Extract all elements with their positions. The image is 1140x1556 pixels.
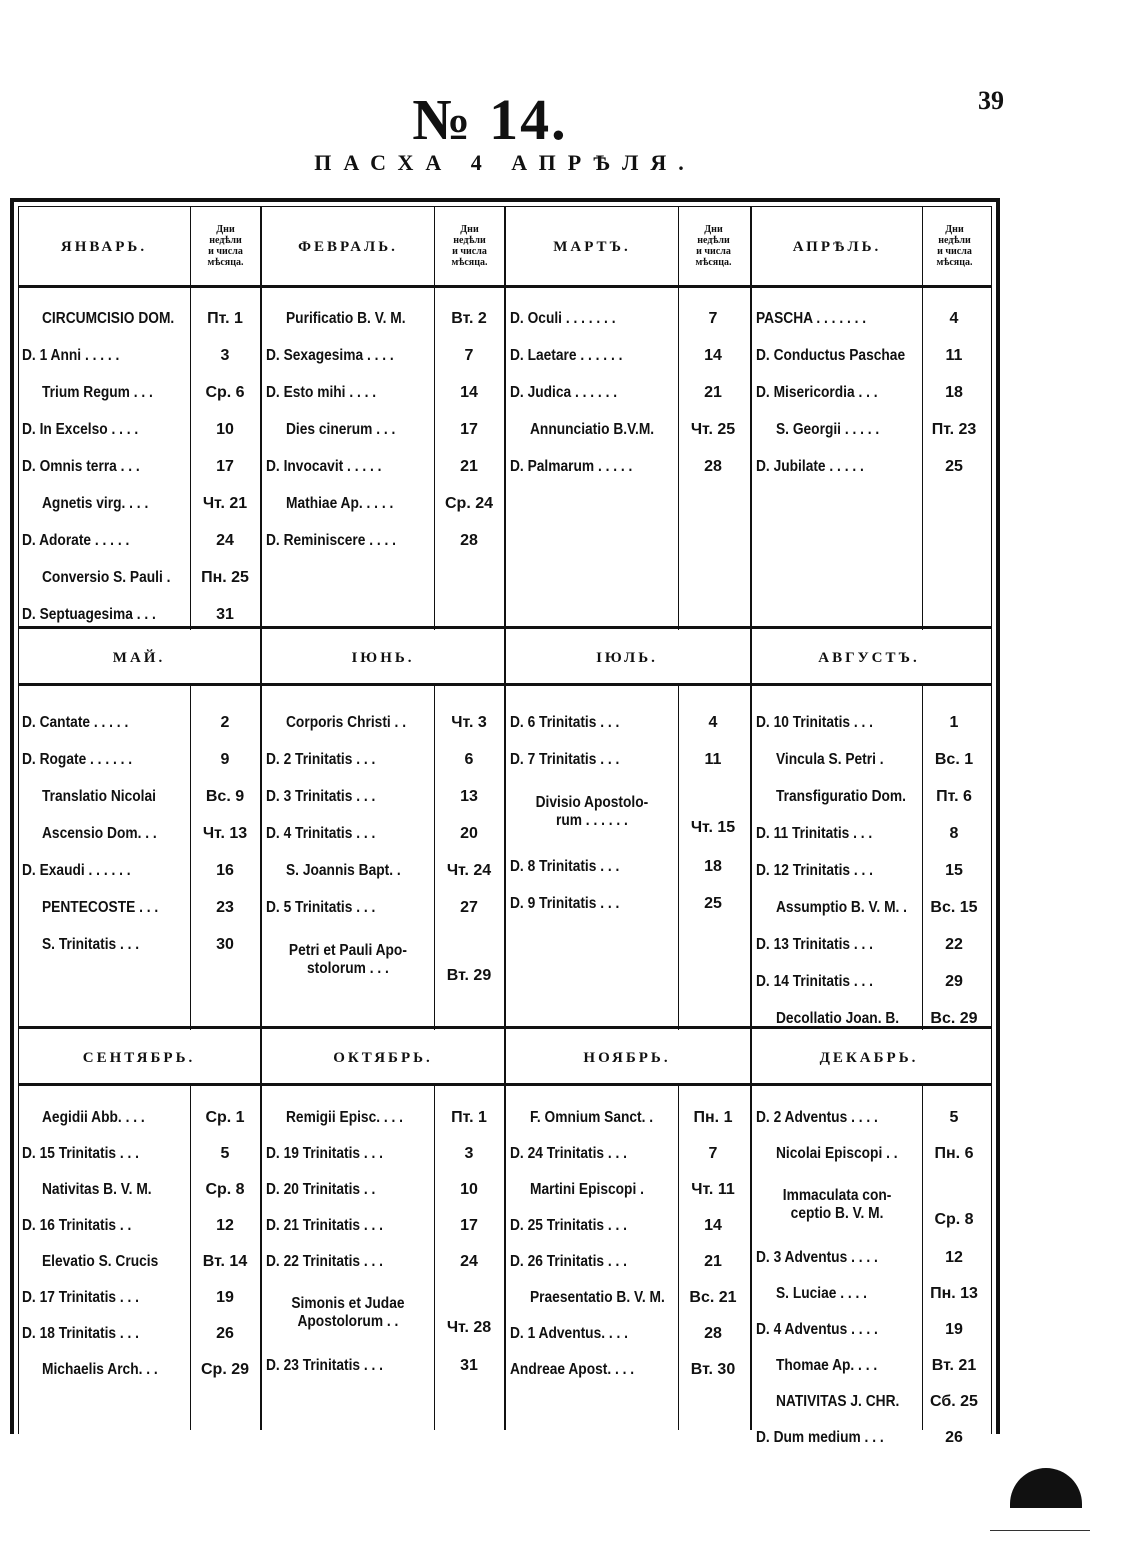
feast-name: Nativitas B. V. M. — [42, 1181, 152, 1198]
calendar-entry — [266, 448, 430, 485]
day-value: Чт. 3 — [451, 713, 487, 731]
day-value: Вс. 15 — [930, 898, 978, 916]
feast-name: Trium Regum . . . — [42, 383, 153, 401]
month-name: ДЕКАБРЬ. — [819, 1049, 919, 1066]
day-value: Вт. 2 — [451, 309, 487, 327]
day-value: 25 — [704, 894, 722, 912]
day-value: 21 — [460, 457, 478, 475]
feast-name: D. 1 Adventus. . . . — [510, 1325, 629, 1342]
day-value: 25 — [945, 457, 963, 475]
month-divider — [260, 206, 262, 630]
day-value: 13 — [460, 787, 478, 805]
calendar-entry — [510, 1280, 674, 1316]
calendar-entry — [22, 778, 186, 815]
day-value: Чт. 21 — [202, 494, 248, 512]
calendar-entry — [22, 300, 186, 337]
feast-name: PASCHA . . . . . . . — [756, 309, 867, 327]
feast-name: D. Judica . . . . . . — [510, 383, 618, 401]
calendar-entry — [22, 741, 186, 778]
feast-name: D. 22 Trinitatis . . . — [266, 1253, 384, 1270]
feast-name: D. Adorate . . . . . — [22, 531, 130, 549]
day-value: Вт. 14 — [202, 1253, 248, 1270]
feast-name: D. Conductus Paschae — [756, 346, 906, 364]
day-value: Пн. 1 — [693, 1109, 733, 1126]
feast-name: D. 11 Trinitatis . . . — [756, 824, 873, 842]
calendar-entry — [22, 815, 186, 852]
day-value: 31 — [460, 1357, 478, 1374]
day-column-header: Дни недѣли и числа мѣсяца. — [678, 206, 748, 285]
page-number: 39 — [978, 86, 1004, 115]
feast-name: Thomae Ap. . . . — [776, 1357, 878, 1374]
calendar-entry — [22, 374, 186, 411]
calendar-entry — [266, 815, 430, 852]
calendar-entry — [510, 778, 674, 846]
day-value: Вс. 1 — [934, 750, 974, 768]
month-name: МАЙ. — [112, 649, 166, 666]
day-value: 23 — [216, 898, 234, 916]
calendar-entry — [756, 1172, 918, 1238]
calendar-entry — [22, 926, 186, 963]
feast-name: Petri et Pauli Apo- stolorum . . . — [288, 942, 407, 977]
calendar-entry — [510, 374, 674, 411]
feast-name: Purificatio B. V. M. — [286, 309, 406, 327]
calendar-entry — [266, 852, 430, 889]
feast-name: Conversio S. Pauli . — [42, 568, 171, 586]
calendar-entry — [22, 889, 186, 926]
month-name: ЯНВАРЬ. — [60, 238, 148, 255]
day-value: Пт. 23 — [931, 420, 977, 438]
day-value: Ср. 29 — [200, 1361, 249, 1378]
calendar-entry — [266, 1244, 430, 1280]
day-value: 18 — [704, 857, 722, 875]
feast-name: D. Laetare . . . . . . — [510, 346, 623, 364]
feast-name: Aegidii Abb. . . . — [42, 1109, 145, 1126]
feast-name: D. Invocavit . . . . . — [266, 457, 382, 475]
calendar-entry — [756, 411, 918, 448]
feast-name: S. Trinitatis . . . — [42, 935, 140, 953]
calendar-entry — [266, 1280, 430, 1346]
bottom-rule — [990, 1530, 1090, 1531]
feast-name: D. Omnis terra . . . — [22, 457, 140, 475]
day-value: Пт. 1 — [207, 309, 243, 327]
calendar-entry — [756, 815, 918, 852]
calendar-entry — [510, 337, 674, 374]
day-value: Пн. 13 — [930, 1285, 978, 1302]
table-number: № 14. — [412, 87, 568, 152]
feast-name: F. Omnium Sanct. . — [530, 1109, 654, 1126]
feast-name: Dies cinerum . . . — [286, 420, 396, 438]
block-separator — [18, 1026, 992, 1029]
day-value: 28 — [704, 1325, 722, 1342]
day-value: 8 — [949, 824, 959, 842]
feast-name: D. 20 Trinitatis . . — [266, 1181, 376, 1198]
feast-name: Martini Episcopi . — [530, 1181, 644, 1198]
feast-name: Agnetis virg. . . . — [42, 494, 149, 512]
calendar-entry — [266, 1348, 430, 1384]
month-divider — [750, 630, 752, 1030]
day-value: 24 — [216, 531, 234, 549]
calendar-entry — [510, 1136, 674, 1172]
feast-name: NATIVITAS J. CHR. — [776, 1393, 900, 1410]
day-value: Сб. 25 — [930, 1393, 978, 1410]
calendar-entry — [266, 778, 430, 815]
calendar-entry — [22, 448, 186, 485]
calendar-entry — [266, 889, 430, 926]
feast-name: Transfiguratio Dom. — [776, 787, 906, 805]
day-value: 10 — [460, 1181, 478, 1198]
day-column-header: Дни недѣли и числа мѣсяца. — [922, 206, 986, 285]
month-name: АПРѢЛЬ. — [792, 238, 882, 255]
feast-name: Assumptio B. V. M. . — [776, 898, 908, 916]
day-value: Ср. 8 — [205, 1181, 245, 1198]
day-value: 26 — [216, 1325, 234, 1342]
month-name: СЕНТЯБРЬ. — [82, 1049, 196, 1066]
calendar-entry — [266, 926, 430, 994]
day-value: 12 — [216, 1217, 234, 1234]
day-value: 24 — [460, 1253, 478, 1270]
day-value: Ср. 24 — [444, 494, 493, 512]
calendar-entry — [510, 741, 674, 778]
feast-name: D. 25 Trinitatis . . . — [510, 1217, 628, 1234]
calendar-entry — [510, 1244, 674, 1280]
feast-name: D. Exaudi . . . . . . — [22, 861, 131, 879]
calendar-entry — [266, 522, 430, 559]
feast-name: D. 19 Trinitatis . . . — [266, 1145, 384, 1162]
feast-name: D. 18 Trinitatis . . . — [22, 1325, 140, 1342]
feast-name: Ascensio Dom. . . — [42, 824, 157, 842]
day-value: 9 — [220, 750, 230, 768]
feast-name: PENTECOSTE . . . — [42, 898, 159, 916]
month-name: IЮНЬ. — [351, 649, 415, 666]
calendar-entry — [756, 1276, 918, 1312]
calendar-entry — [22, 485, 186, 522]
feast-name: D. 16 Trinitatis . . — [22, 1217, 132, 1234]
day-value: 15 — [945, 861, 963, 879]
calendar-entry — [22, 704, 186, 741]
day-column-header: Дни недѣли и числа мѣсяца. — [190, 206, 260, 285]
calendar-entry — [22, 1136, 186, 1172]
month-name: ОКТЯБРЬ. — [333, 1049, 433, 1066]
day-value: Вт. 21 — [931, 1357, 977, 1374]
printer-mark-icon — [1010, 1468, 1082, 1508]
day-value: 21 — [704, 383, 722, 401]
day-value: Вс. 21 — [689, 1289, 737, 1306]
day-value: Чт. 13 — [202, 824, 248, 842]
feast-name: D. 10 Trinitatis . . . — [756, 713, 874, 731]
month-name: АВГУСТЪ. — [818, 649, 920, 666]
day-value: Пт. 6 — [936, 787, 972, 805]
calendar-entry — [22, 1208, 186, 1244]
calendar-entry — [266, 337, 430, 374]
day-value: 28 — [704, 457, 722, 475]
day-value: 19 — [216, 1289, 234, 1306]
feast-name: Praesentatio B. V. M. — [530, 1289, 665, 1306]
calendar-entry — [266, 1136, 430, 1172]
feast-name: D. 15 Trinitatis . . . — [22, 1145, 140, 1162]
day-value: 19 — [945, 1321, 963, 1338]
feast-name: D. 12 Trinitatis . . . — [756, 861, 874, 879]
feast-name: D. 4 Adventus . . . . — [756, 1321, 878, 1338]
feast-name: Nicolai Episcopi . . — [776, 1145, 898, 1162]
calendar-entry — [756, 778, 918, 815]
calendar-entry — [510, 300, 674, 337]
calendar-entry — [510, 1172, 674, 1208]
month-block-3 — [18, 1030, 992, 1446]
day-value: 7 — [464, 346, 474, 364]
day-value: Ср. 1 — [205, 1109, 245, 1126]
calendar-entry — [510, 1352, 674, 1388]
day-value: Вс. 9 — [205, 787, 245, 805]
day-value: 22 — [945, 935, 963, 953]
calendar-entry — [266, 741, 430, 778]
calendar-entry — [756, 741, 918, 778]
feast-name: D. Reminiscere . . . . — [266, 531, 397, 549]
feast-name: D. Rogate . . . . . . — [22, 750, 133, 768]
month-divider — [750, 206, 752, 630]
day-value: 21 — [704, 1253, 722, 1270]
day-value: 18 — [945, 383, 963, 401]
day-value: 11 — [945, 346, 963, 364]
feast-name: Vincula S. Petri . — [776, 750, 884, 768]
calendar-entry — [756, 337, 918, 374]
calendar-entry — [22, 852, 186, 889]
day-value: Чт. 28 — [446, 1319, 492, 1336]
day-value: Чт. 24 — [446, 861, 492, 879]
day-value: 2 — [220, 713, 230, 731]
calendar-entry — [756, 1240, 918, 1276]
feast-name: D. Cantate . . . . . — [22, 713, 129, 731]
day-value: 7 — [708, 309, 718, 327]
day-value: 31 — [216, 605, 234, 623]
day-value: 12 — [945, 1249, 963, 1266]
feast-name: Annunciatio B.V.M. — [530, 420, 655, 438]
day-value: 17 — [460, 1217, 478, 1234]
calendar-entry — [756, 448, 918, 485]
day-value: 4 — [949, 309, 959, 327]
month-divider — [504, 1030, 506, 1430]
feast-name: D. 6 Trinitatis . . . — [510, 713, 620, 731]
feast-name: D. Esto mihi . . . . — [266, 383, 377, 401]
feast-name: D. In Excelso . . . . — [22, 420, 139, 438]
calendar-entry — [756, 704, 918, 741]
feast-name: D. Palmarum . . . . . — [510, 457, 633, 475]
day-value: Ср. 6 — [205, 383, 245, 401]
feast-name: D. 23 Trinitatis . . . — [266, 1357, 384, 1374]
month-divider — [504, 630, 506, 1030]
day-value: 7 — [708, 1145, 718, 1162]
feast-name: Remigii Episc. . . . — [286, 1109, 404, 1126]
block-separator — [18, 626, 992, 629]
day-value: Чт. 25 — [690, 420, 736, 438]
day-value: 5 — [949, 1109, 959, 1126]
calendar-entry — [756, 374, 918, 411]
feast-name: Simonis et Judae Apostolorum . . — [291, 1295, 405, 1330]
calendar-entry — [22, 1316, 186, 1352]
feast-name: D. 4 Trinitatis . . . — [266, 824, 376, 842]
day-value: 3 — [220, 346, 230, 364]
feast-name: D. Jubilate . . . . . — [756, 457, 864, 475]
calendar-entry — [22, 522, 186, 559]
calendar-entry — [266, 1100, 430, 1136]
calendar-entry — [510, 411, 674, 448]
calendar-entry — [756, 852, 918, 889]
month-divider — [504, 206, 506, 630]
calendar-entry — [22, 1244, 186, 1280]
day-value: 16 — [216, 861, 234, 879]
feast-name: Divisio Apostolo- rum . . . . . . — [535, 794, 649, 829]
calendar-entry — [266, 704, 430, 741]
feast-name: Translatio Nicolai — [42, 787, 156, 805]
day-value: 17 — [460, 420, 478, 438]
feast-name: D. 14 Trinitatis . . . — [756, 972, 874, 990]
feast-name: D. 13 Trinitatis . . . — [756, 935, 874, 953]
calendar-entry — [266, 300, 430, 337]
easter-date-subtitle: ПАСХА 4 АПРѢЛЯ. — [314, 150, 696, 175]
calendar-table — [10, 198, 1000, 1446]
calendar-entry — [756, 963, 918, 1000]
day-value: 28 — [460, 531, 478, 549]
calendar-entry — [22, 1100, 186, 1136]
calendar-entry — [266, 1172, 430, 1208]
month-divider — [750, 1030, 752, 1430]
day-value: 26 — [945, 1429, 963, 1446]
feast-name: Decollatio Joan. B. — [776, 1009, 900, 1027]
calendar-entry — [510, 1100, 674, 1136]
day-value: Вт. 30 — [690, 1361, 736, 1378]
day-value: 10 — [216, 420, 234, 438]
feast-name: S. Luciae . . . . — [776, 1285, 867, 1302]
day-value: Вт. 29 — [446, 966, 492, 984]
day-value: Вс. 29 — [930, 1009, 978, 1027]
feast-name: Corporis Christi . . — [286, 713, 407, 731]
calendar-entry — [756, 1348, 918, 1384]
calendar-entry — [756, 889, 918, 926]
day-value: 14 — [460, 383, 478, 401]
day-value: 11 — [704, 750, 722, 768]
calendar-entry — [22, 1280, 186, 1316]
feast-name: D. 2 Adventus . . . . — [756, 1109, 878, 1126]
feast-name: D. 3 Adventus . . . . — [756, 1249, 878, 1266]
feast-name: D. Sexagesima . . . . — [266, 346, 394, 364]
feast-name: Mathiae Ap. . . . . — [286, 494, 394, 512]
feast-name: D. Dum medium . . . — [756, 1429, 884, 1446]
day-value: 14 — [704, 346, 722, 364]
feast-name: D. 21 Trinitatis . . . — [266, 1217, 384, 1234]
day-value: 3 — [464, 1145, 474, 1162]
calendar-entry — [22, 559, 186, 596]
day-value: Чт. 15 — [690, 818, 736, 836]
day-value: 1 — [949, 713, 959, 731]
feast-name: Elevatio S. Crucis — [42, 1253, 159, 1270]
day-value: 27 — [460, 898, 478, 916]
month-divider — [260, 1030, 262, 1430]
calendar-entry — [510, 885, 674, 922]
day-value: 4 — [708, 713, 718, 731]
month-block-1 — [18, 206, 992, 630]
calendar-entry — [756, 1100, 918, 1136]
feast-name: D. 2 Trinitatis . . . — [266, 750, 376, 768]
day-column-header: Дни недѣли и числа мѣсяца. — [434, 206, 504, 285]
feast-name: D. Oculi . . . . . . . — [510, 309, 616, 327]
month-block-2 — [18, 630, 992, 1030]
day-value: 29 — [945, 972, 963, 990]
calendar-entry — [510, 848, 674, 885]
day-value: 17 — [216, 457, 234, 475]
feast-name: D. 7 Trinitatis . . . — [510, 750, 620, 768]
month-name: ФЕВРАЛЬ. — [298, 238, 398, 255]
calendar-entry — [266, 374, 430, 411]
calendar-entry — [266, 485, 430, 522]
feast-name: D. 17 Trinitatis . . . — [22, 1289, 140, 1306]
calendar-entry — [22, 1172, 186, 1208]
calendar-entry — [756, 1384, 918, 1420]
calendar-entry — [22, 411, 186, 448]
feast-name: Michaelis Arch. . . — [42, 1361, 158, 1378]
feast-name: D. Septuagesima . . . — [22, 605, 156, 623]
calendar-entry — [266, 411, 430, 448]
calendar-entry — [510, 1208, 674, 1244]
day-value: 6 — [464, 750, 474, 768]
feast-name: D. Misericordia . . . — [756, 383, 878, 401]
day-value: Пт. 1 — [451, 1109, 487, 1126]
calendar-entry — [22, 337, 186, 374]
feast-name: Immaculata con- ceptio B. V. M. — [782, 1187, 892, 1222]
feast-name: D. 8 Trinitatis . . . — [510, 857, 620, 875]
month-name: НОЯБРЬ. — [583, 1049, 671, 1066]
calendar-entry — [756, 1136, 918, 1172]
calendar-entry — [22, 1352, 186, 1388]
feast-name: Andreae Apost. . . . — [510, 1361, 635, 1378]
day-value: Пн. 25 — [201, 568, 249, 586]
calendar-entry — [266, 1208, 430, 1244]
feast-name: D. 3 Trinitatis . . . — [266, 787, 376, 805]
calendar-entry — [756, 300, 918, 337]
day-value: 14 — [704, 1217, 722, 1234]
day-value: Пн. 6 — [934, 1145, 974, 1162]
feast-name: D. 26 Trinitatis . . . — [510, 1253, 628, 1270]
feast-name: D. 5 Trinitatis . . . — [266, 898, 376, 916]
month-name: IЮЛЬ. — [596, 649, 658, 666]
day-value: Чт. 11 — [691, 1181, 735, 1198]
calendar-entry — [510, 448, 674, 485]
feast-name: D. 9 Trinitatis . . . — [510, 894, 620, 912]
day-value: 20 — [460, 824, 478, 842]
day-value: 5 — [220, 1145, 230, 1162]
feast-name: D. 24 Trinitatis . . . — [510, 1145, 628, 1162]
calendar-entry — [756, 926, 918, 963]
calendar-entry — [510, 704, 674, 741]
feast-name: CIRCUMCISIO DOM. — [42, 309, 175, 327]
day-value: Ср. 8 — [934, 1211, 974, 1228]
month-divider — [260, 630, 262, 1030]
calendar-entry — [756, 1420, 918, 1456]
month-name: МАРТЪ. — [553, 238, 631, 255]
calendar-entry — [510, 1316, 674, 1352]
feast-name: D. 1 Anni . . . . . — [22, 346, 120, 364]
day-value: 30 — [216, 935, 234, 953]
calendar-entry — [756, 1312, 918, 1348]
feast-name: S. Georgii . . . . . — [776, 420, 880, 438]
feast-name: S. Joannis Bapt. . — [286, 861, 401, 879]
